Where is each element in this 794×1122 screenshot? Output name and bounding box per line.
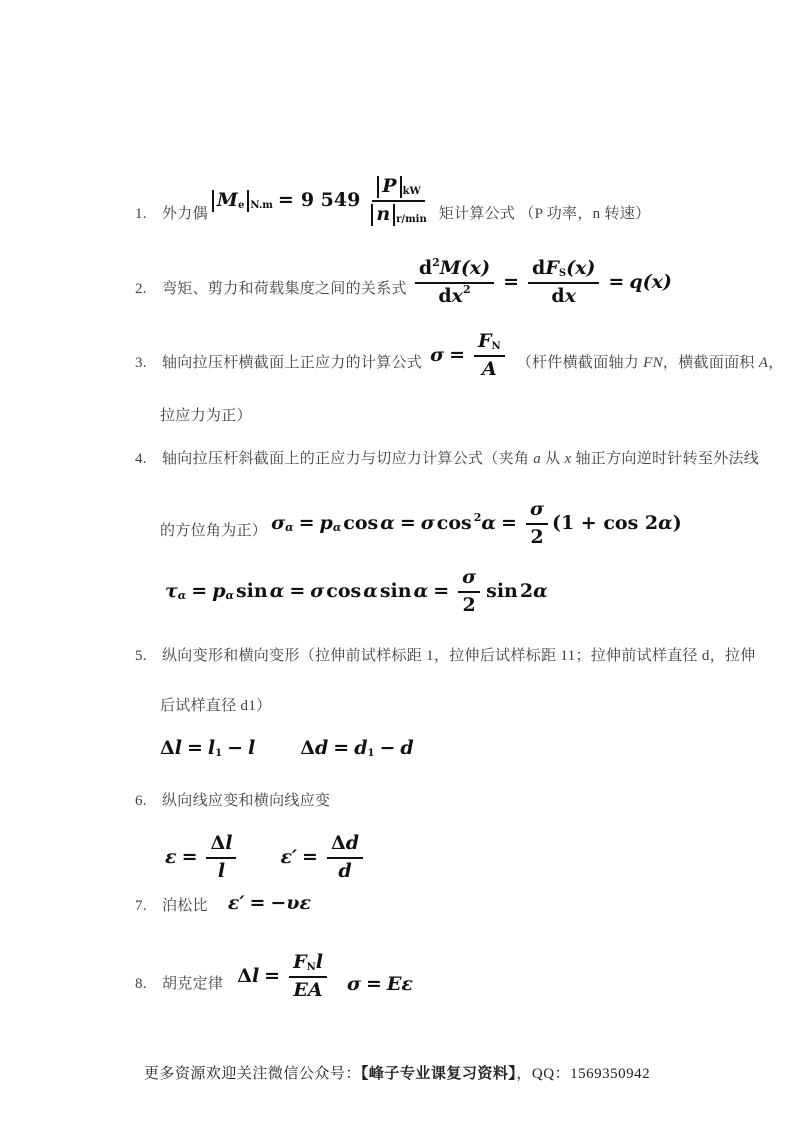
math-token: A bbox=[481, 357, 497, 380]
math-token: cos bbox=[326, 579, 362, 602]
math-token: (1 + cos 2 bbox=[551, 511, 659, 534]
footer-brand: 【峰子专业课复习资料】 bbox=[360, 1066, 517, 1082]
math-token: d bbox=[418, 257, 433, 279]
fraction bbox=[474, 331, 505, 381]
fraction bbox=[366, 176, 430, 226]
math-token: d bbox=[438, 284, 452, 307]
item-number: 3. bbox=[135, 355, 147, 372]
math-token: (x) bbox=[460, 257, 491, 279]
math-token: − bbox=[227, 737, 243, 759]
math-token: l bbox=[251, 964, 260, 987]
fraction bbox=[528, 258, 599, 308]
math-token: sin bbox=[235, 579, 268, 602]
item-number: 1. bbox=[135, 206, 147, 223]
math-token: (x) bbox=[642, 270, 672, 293]
math-token: = bbox=[501, 511, 517, 534]
formula-moment-shear-load bbox=[411, 255, 672, 308]
math-token: Δ bbox=[300, 737, 315, 759]
math-token: 9 549 bbox=[300, 188, 361, 211]
denominator bbox=[366, 202, 430, 226]
formula-incline-shear-stress bbox=[165, 567, 548, 617]
math-token: cos bbox=[343, 511, 379, 534]
math-subscript: N bbox=[306, 962, 316, 974]
math-token: = bbox=[399, 511, 416, 534]
denominator bbox=[459, 593, 480, 617]
formula-normal-stress bbox=[430, 331, 509, 381]
denominator bbox=[478, 357, 501, 381]
item-text: 后试样直径 d1） bbox=[160, 698, 272, 714]
item-text: 的方位角为正） bbox=[160, 523, 268, 540]
math-token: ) bbox=[672, 511, 682, 534]
text-part: ，横截面面积 bbox=[662, 355, 759, 372]
text-part: （杆件横截面轴力 bbox=[516, 355, 644, 372]
math-token: −υε bbox=[270, 892, 312, 914]
item-number: 2. bbox=[135, 281, 147, 298]
math-token: σ bbox=[462, 566, 477, 588]
text-part: 轴正方向逆时针转至外法线 bbox=[571, 451, 760, 467]
math-token: l bbox=[217, 859, 226, 882]
numerator bbox=[289, 952, 327, 978]
item-text: 拉应力为正） bbox=[160, 408, 252, 424]
abs-bars bbox=[377, 176, 401, 198]
math-token: Δ bbox=[237, 964, 252, 987]
math-subscript: α bbox=[285, 520, 294, 534]
math-token: (x) bbox=[566, 257, 596, 279]
math-subscript: e bbox=[237, 200, 245, 212]
equation-group bbox=[300, 738, 413, 760]
denominator bbox=[334, 859, 355, 883]
math-token: F bbox=[478, 330, 492, 352]
item-label: 外力偶 bbox=[162, 206, 208, 223]
math-token: d bbox=[354, 737, 368, 759]
text-part: 从 bbox=[541, 451, 565, 467]
item-number: 7. bbox=[135, 898, 147, 915]
list-item-5-line2 bbox=[160, 695, 271, 718]
list-item-2 bbox=[135, 255, 672, 307]
math-token: EA bbox=[293, 978, 323, 1001]
fraction bbox=[526, 499, 548, 549]
math-token: d bbox=[345, 832, 359, 854]
math-subscript: 1 bbox=[367, 748, 375, 760]
formula-elongation bbox=[160, 738, 414, 760]
denominator bbox=[214, 859, 229, 883]
math-subscript: S bbox=[558, 268, 567, 280]
math-token: = bbox=[181, 845, 198, 868]
item-number: 6. bbox=[135, 793, 147, 809]
math-token: 2 bbox=[530, 525, 544, 548]
math-token: F bbox=[293, 951, 307, 973]
denominator bbox=[547, 284, 580, 308]
list-item-7 bbox=[135, 893, 311, 918]
math-token: ε′ bbox=[280, 845, 298, 868]
list-item-4 bbox=[135, 448, 759, 471]
math-token: = bbox=[289, 579, 306, 602]
numerator bbox=[206, 833, 236, 859]
text-part: 轴向拉压杆斜截面上的正应力与切应力计算公式（夹角 bbox=[162, 451, 534, 467]
math-token: = bbox=[449, 343, 466, 366]
math-subscript: 1 bbox=[215, 748, 223, 760]
math-token: τ bbox=[165, 579, 178, 602]
math-token: x bbox=[451, 284, 463, 307]
math-token: p bbox=[319, 511, 333, 534]
math-token: d bbox=[314, 737, 329, 759]
math-token: l bbox=[174, 737, 182, 759]
formula-external-moment bbox=[211, 176, 435, 226]
list-item-8 bbox=[135, 951, 413, 1001]
math-token: α bbox=[481, 511, 497, 534]
formula-poisson-ratio bbox=[228, 893, 311, 915]
math-token: α bbox=[363, 579, 378, 602]
math-token: α bbox=[658, 511, 673, 534]
math-subscript: r/min bbox=[396, 214, 427, 226]
math-token: l bbox=[225, 832, 233, 854]
denominator bbox=[289, 978, 326, 1002]
math-token: Δ bbox=[210, 832, 226, 854]
text-part-italic: a bbox=[533, 451, 542, 467]
list-item-4-line2 bbox=[160, 498, 682, 548]
math-token: = bbox=[333, 737, 350, 759]
list-item-3-line2 bbox=[160, 405, 252, 428]
math-token: σ bbox=[346, 972, 361, 995]
item-number: 4. bbox=[135, 451, 147, 467]
list-item-5-formula-line bbox=[160, 738, 414, 760]
math-token: α bbox=[380, 511, 395, 534]
math-superscript: 2 bbox=[462, 283, 471, 297]
text-part-italic: A bbox=[758, 355, 769, 372]
fraction bbox=[458, 567, 480, 617]
math-token: = bbox=[302, 845, 318, 868]
math-token: sin bbox=[486, 579, 518, 602]
list-item-6-formula-line bbox=[165, 833, 367, 883]
item-text bbox=[517, 352, 784, 375]
item-label: 弯矩、剪力和荷载集度之间的关系式 bbox=[162, 281, 407, 298]
footer-qq: ，QQ：1569350942 bbox=[516, 1066, 651, 1082]
math-token: l bbox=[248, 737, 256, 759]
math-token: 2 bbox=[462, 593, 476, 616]
list-item-5 bbox=[135, 645, 756, 668]
math-token: α bbox=[413, 579, 429, 602]
formula-incline-normal-stress bbox=[271, 499, 682, 549]
math-token: = bbox=[191, 579, 208, 602]
math-token: = bbox=[608, 270, 625, 293]
math-token: = bbox=[365, 972, 382, 995]
math-token: d bbox=[400, 737, 414, 759]
item-label: 胡克定律 bbox=[162, 976, 224, 993]
math-token: 2 bbox=[519, 579, 534, 602]
math-token: d bbox=[532, 257, 546, 279]
math-superscript: 2 bbox=[432, 255, 440, 269]
list-item-3 bbox=[135, 330, 784, 380]
fraction bbox=[327, 833, 363, 883]
math-token: d bbox=[338, 859, 352, 882]
math-token: Δ bbox=[160, 737, 175, 759]
numerator bbox=[415, 255, 494, 284]
list-item-4-formula-line bbox=[165, 567, 548, 617]
fraction bbox=[289, 952, 327, 1002]
text-part: ， bbox=[768, 355, 784, 372]
math-subscript: N bbox=[491, 341, 501, 353]
numerator bbox=[474, 331, 505, 357]
numerator bbox=[528, 258, 599, 284]
equation-group bbox=[160, 738, 255, 760]
math-token: = bbox=[433, 579, 450, 602]
math-token: M bbox=[216, 188, 238, 211]
math-token: σ bbox=[310, 579, 325, 602]
math-token: α bbox=[533, 579, 548, 602]
math-token: q bbox=[629, 270, 643, 293]
text-part-italic: FN bbox=[643, 355, 663, 372]
math-subscript: α bbox=[177, 588, 187, 602]
math-token: F bbox=[545, 257, 559, 279]
math-token: sin bbox=[379, 579, 412, 602]
math-token: M bbox=[439, 257, 461, 279]
item-number: 5. bbox=[135, 648, 147, 664]
math-token: ε bbox=[165, 845, 177, 868]
math-token: σ bbox=[420, 511, 435, 534]
item-label: 纵向线应变和横向线应变 bbox=[162, 793, 331, 809]
math-subscript: N.m bbox=[250, 200, 273, 212]
math-token: p bbox=[212, 579, 226, 602]
math-token: = bbox=[249, 892, 266, 914]
fraction bbox=[206, 833, 236, 883]
math-token: x bbox=[564, 284, 577, 307]
math-token: σ bbox=[430, 343, 445, 366]
item-text: 矩计算公式 （P 功率，n 转速） bbox=[438, 206, 651, 223]
list-item-6 bbox=[135, 790, 330, 813]
item-label: 轴向拉压杆横截面上正应力的计算公式 bbox=[162, 355, 423, 372]
math-token: − bbox=[379, 737, 396, 759]
math-token: Δ bbox=[330, 832, 346, 854]
text-part-italic: x bbox=[564, 451, 572, 467]
item-number: 8. bbox=[135, 976, 147, 993]
math-token: P bbox=[382, 175, 397, 197]
math-token: cos bbox=[436, 511, 472, 534]
math-token: ε′ bbox=[227, 892, 245, 914]
math-token: σ bbox=[271, 511, 286, 534]
math-subscript: α bbox=[332, 520, 342, 534]
formula-hooke-elongation bbox=[237, 952, 331, 1002]
math-superscript: 2 bbox=[473, 510, 482, 524]
math-token: = bbox=[264, 964, 281, 987]
fraction bbox=[415, 255, 494, 308]
equation-group bbox=[165, 833, 240, 883]
denominator bbox=[526, 525, 547, 549]
footer-note bbox=[0, 1062, 794, 1083]
numerator bbox=[458, 567, 480, 593]
equation-group bbox=[280, 833, 367, 883]
denominator bbox=[434, 284, 474, 308]
math-token: = bbox=[298, 511, 315, 534]
footer-text: 更多资源欢迎关注微信公众号： bbox=[143, 1066, 361, 1082]
abs-bars bbox=[212, 190, 249, 212]
item-text: 纵向变形和横向变形（拉伸前试样标距 1，拉伸后试样标距 11；拉伸前试样直径 d，拉伸 bbox=[162, 648, 756, 664]
formula-strain bbox=[165, 833, 367, 883]
math-token: d bbox=[551, 284, 565, 307]
list-item-1 bbox=[135, 176, 650, 226]
abs-bars bbox=[371, 204, 395, 226]
math-token: l bbox=[315, 951, 323, 973]
numerator bbox=[372, 176, 424, 202]
numerator bbox=[327, 833, 363, 859]
math-token: Eε bbox=[386, 972, 413, 995]
math-token: = bbox=[186, 737, 203, 759]
math-token: α bbox=[269, 579, 285, 602]
math-token: n bbox=[376, 202, 391, 225]
item-label: 泊松比 bbox=[162, 898, 208, 915]
item-text bbox=[162, 448, 759, 471]
math-token: l bbox=[207, 737, 216, 759]
formula-hooke-stress bbox=[347, 974, 413, 996]
math-token: = bbox=[277, 188, 294, 211]
math-token: = bbox=[503, 270, 520, 293]
numerator bbox=[526, 499, 548, 525]
math-subscript: α bbox=[225, 588, 234, 602]
math-token: σ bbox=[529, 498, 544, 520]
math-subscript: kW bbox=[402, 186, 421, 198]
